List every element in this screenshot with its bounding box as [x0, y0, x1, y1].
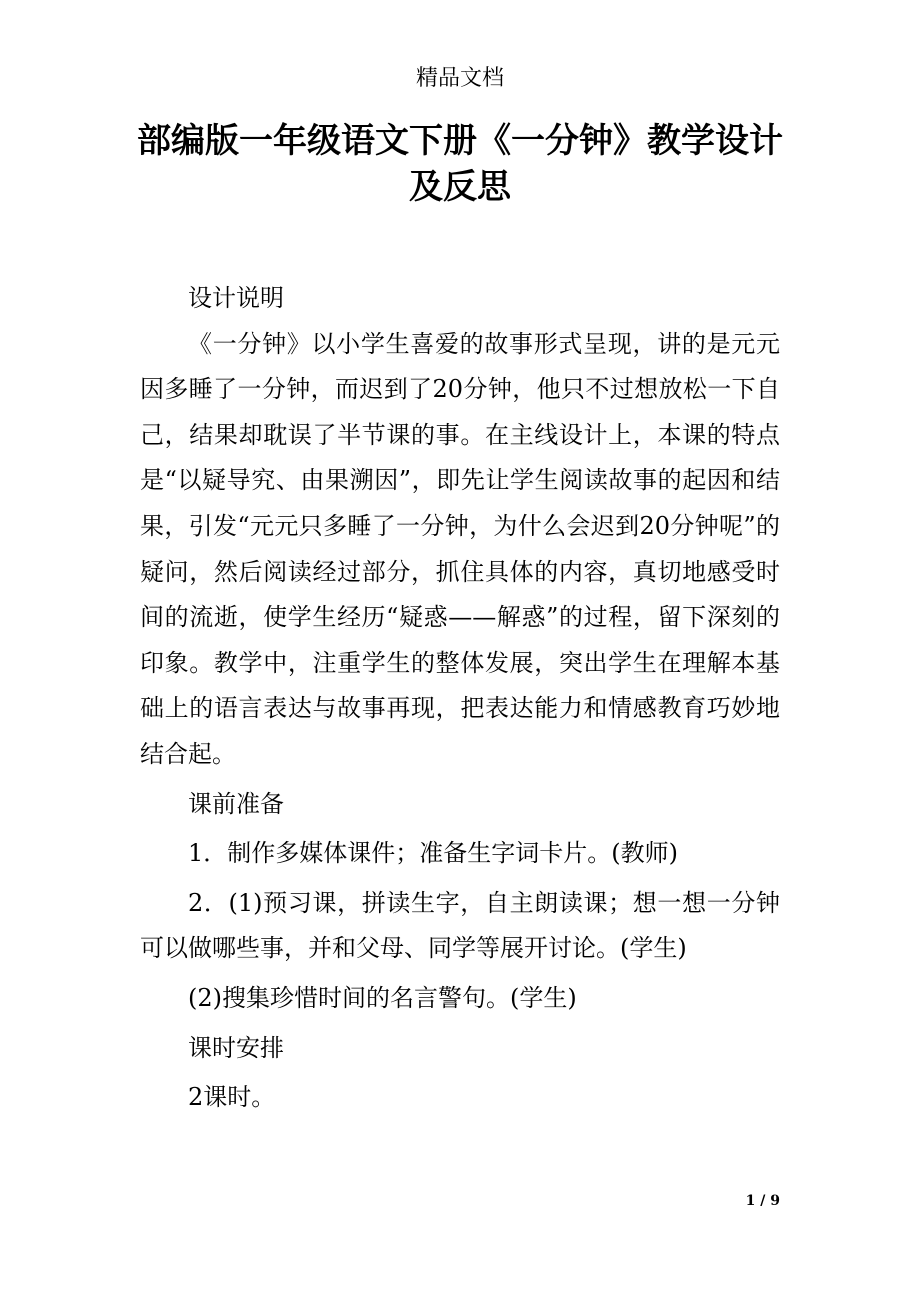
preparation-item-1: 1．制作多媒体课件；准备生字词卡片。(教师): [188, 839, 678, 868]
section-heading-schedule: 课时安排: [188, 1033, 284, 1062]
preparation-item-3: (2)搜集珍惜时间的名言警句。(学生): [188, 983, 577, 1012]
schedule-paragraph: 2课时。: [188, 1083, 276, 1112]
section-heading-preparation: 课前准备: [188, 789, 284, 818]
design-notes-paragraph: 《一分钟》以小学生喜爱的故事形式呈现，讲的是元元因多睡了一分钟，而迟到了20分钟，他只不过想放松一下自己，结果却耽误了半节课的事。在主线设计上，本课的特点是“以疑导究、由果溯因”，即先让学生阅读故事的起因和结果，引发“元元只多睡了一分钟，为什么会迟到20分钟呢”的疑问，然后阅读经过部分，抓住具体的内容，真切地感受时间的流逝，使学生经历“疑惑——解惑”的过程，留下深刻的印象。教学中，注重学生的整体发展，突出学生在理解本基础上的语言表达与故事再现，把表达能力和情感教育巧妙地结合起。: [140, 329, 780, 768]
page-number: 1 / 9: [745, 1193, 780, 1209]
section-heading-design-notes: 设计说明: [188, 284, 284, 312]
document-body: [140, 276, 780, 1121]
document-title: 部编版一年级语文下册《一分钟》教学设计及反思: [137, 121, 783, 207]
preparation-item-2: 2．(1)预习课，拼读生字，自主朗读课；想一想一分钟可以做哪些事，并和父母、同学等展开讨论。(学生): [140, 888, 780, 963]
page-header: 精品文档: [415, 66, 504, 91]
